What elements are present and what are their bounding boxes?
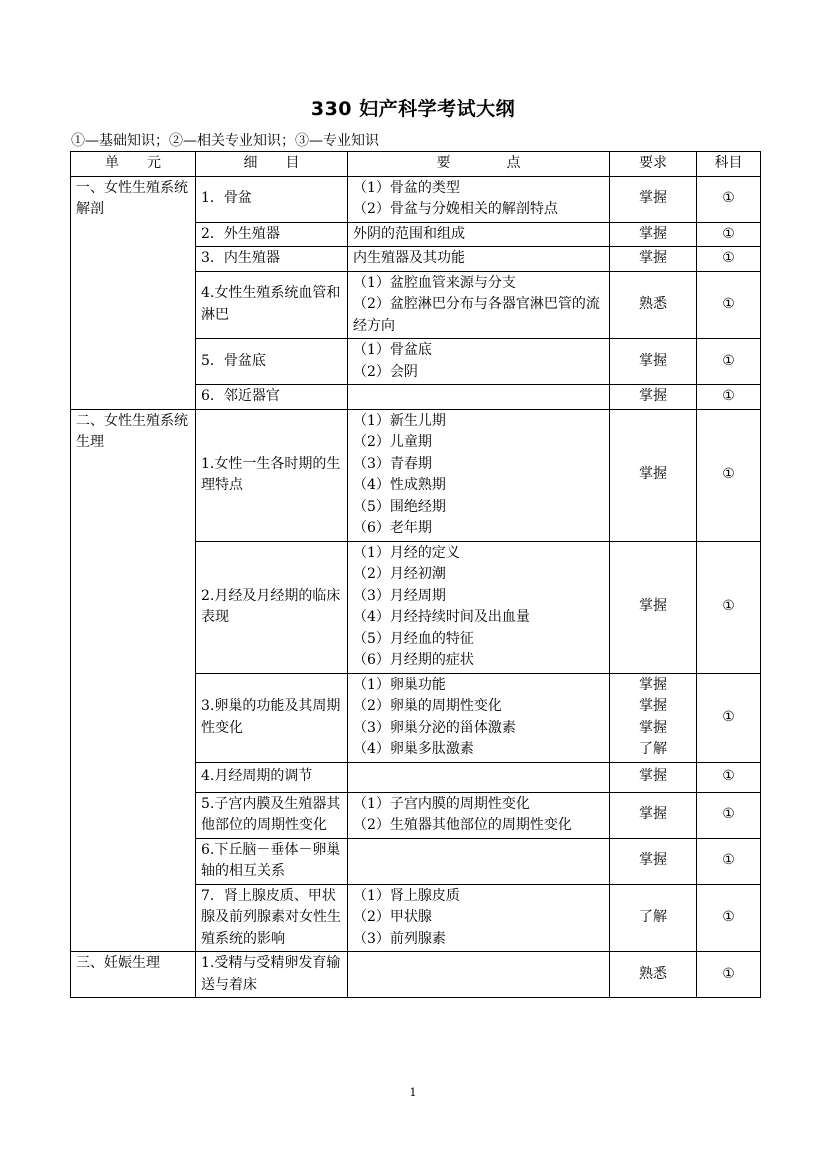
subject-cell: ① (697, 385, 761, 410)
page-number: 1 (409, 1086, 417, 1099)
points-cell (348, 409, 610, 541)
point-item: （4）月经持续时间及出血量 (353, 609, 530, 625)
point-item: （3）卵巢分泌的甾体激素 (353, 719, 516, 736)
unit-cell: 二、女性生殖系统生理 (71, 409, 196, 952)
point-item: （2）儿童期 (353, 434, 432, 450)
subject-cell: ① (697, 792, 761, 838)
point-item: （2）甲状腺 (353, 909, 432, 925)
subject-cell: ① (697, 222, 761, 247)
subject-cell: ① (697, 271, 761, 339)
point-item: 外阴的范围和组成 (353, 225, 465, 242)
subject-cell: ① (697, 884, 761, 952)
points-cell (348, 271, 610, 339)
points-cell (348, 339, 610, 385)
subject-legend: ①—基础知识；②—相关专业知识；③—专业知识 (71, 133, 379, 149)
point-item: （3）青春期 (353, 455, 432, 472)
requirement-item: 掌握 (639, 676, 667, 693)
page-title: 330 妇产科学考试大纲 (310, 98, 516, 120)
point-item: （1）月经的定义 (353, 544, 460, 561)
detail-cell: 1．骨盆 (196, 176, 348, 222)
points-cell (348, 541, 610, 673)
requirement-cell: 掌握 (610, 762, 697, 792)
header-requirement: 要求 (610, 152, 697, 177)
point-item: （2）会阴 (353, 363, 418, 380)
point-item: （6）月经期的症状 (353, 652, 474, 668)
detail-cell: 2.月经及月经期的临床表现 (196, 541, 348, 673)
point-item: （6）老年期 (353, 520, 432, 536)
requirement-cell: 掌握 (610, 792, 697, 838)
unit-cell: 一、女性生殖系统解剖 (71, 176, 196, 409)
requirement-cell: 了解 (610, 884, 697, 952)
point-item: （4）卵巢多肽激素 (353, 741, 474, 757)
detail-cell: 6.下丘脑－垂体－卵巢轴的相互关系 (196, 838, 348, 884)
point-item: （1）骨盆底 (353, 342, 432, 358)
subject-cell: ① (697, 762, 761, 792)
point-item: （1）新生儿期 (353, 412, 446, 429)
detail-cell: 1.女性一生各时期的生理特点 (196, 409, 348, 541)
point-item: （3）前列腺素 (353, 930, 446, 947)
requirement-cell: 掌握 (610, 222, 697, 247)
point-item: （2）月经初潮 (353, 566, 446, 582)
requirement-cell (610, 673, 697, 762)
point-item: （1）盆腔血管来源与分支 (353, 274, 516, 291)
requirement-cell: 掌握 (610, 541, 697, 673)
point-item: （1）子宫内膜的周期性变化 (353, 795, 530, 812)
points-cell (348, 762, 610, 792)
table-row (71, 952, 761, 998)
header-points: 要 点 (348, 152, 610, 177)
requirement-cell: 熟悉 (610, 271, 697, 339)
point-item: （2）骨盆与分娩相关的解剖特点 (353, 201, 558, 217)
points-cell (348, 838, 610, 884)
table-row (71, 409, 761, 541)
unit-cell: 三、妊娠生理 (71, 952, 196, 998)
requirement-cell: 掌握 (610, 838, 697, 884)
points-cell (348, 176, 610, 222)
point-item: （3）月经周期 (353, 587, 446, 604)
subject-cell: ① (697, 673, 761, 762)
points-cell (348, 247, 610, 272)
points-cell (348, 792, 610, 838)
detail-cell: 5.子宫内膜及生殖器其他部位的周期性变化 (196, 792, 348, 838)
detail-cell: 6．邻近器官 (196, 385, 348, 410)
syllabus-table (70, 151, 761, 998)
points-cell (348, 884, 610, 952)
requirement-cell: 掌握 (610, 385, 697, 410)
points-cell (348, 952, 610, 998)
detail-cell: 5．骨盆底 (196, 339, 348, 385)
point-item: （1）骨盆的类型 (353, 179, 460, 196)
point-item: （4）性成熟期 (353, 477, 446, 493)
requirement-cell: 掌握 (610, 247, 697, 272)
detail-cell: 3.卵巢的功能及其周期性变化 (196, 673, 348, 762)
requirement-cell: 掌握 (610, 409, 697, 541)
point-item: （5）月经血的特征 (353, 630, 474, 647)
table-row (71, 176, 761, 222)
subject-cell: ① (697, 952, 761, 998)
subject-cell: ① (697, 838, 761, 884)
detail-cell: 4.月经周期的调节 (196, 762, 348, 792)
header-row (71, 152, 761, 177)
point-item: （2）卵巢的周期性变化 (353, 698, 502, 714)
subject-cell: ① (697, 247, 761, 272)
point-item: （1）肾上腺皮质 (353, 887, 460, 904)
subject-cell: ① (697, 176, 761, 222)
point-item: （2）生殖器其他部位的周期性变化 (353, 817, 572, 833)
requirement-item: 掌握 (639, 698, 667, 714)
points-cell (348, 385, 610, 410)
requirement-cell: 掌握 (610, 176, 697, 222)
header-subject: 科目 (697, 152, 761, 177)
requirement-cell: 掌握 (610, 339, 697, 385)
detail-cell: 3．内生殖器 (196, 247, 348, 272)
point-item: （5）围绝经期 (353, 498, 446, 515)
points-cell (348, 222, 610, 247)
subject-cell: ① (697, 339, 761, 385)
point-item: （1）卵巢功能 (353, 676, 446, 693)
detail-cell: 1.受精与受精卵发育输送与着床 (196, 952, 348, 998)
header-detail: 细 目 (196, 152, 348, 177)
detail-cell: 7．肾上腺皮质、甲状腺及前列腺素对女性生殖系统的影响 (196, 884, 348, 952)
point-item: （2）盆腔淋巴分布与各器官淋巴管的流经方向 (353, 296, 600, 334)
requirement-item: 掌握 (639, 719, 667, 736)
point-item: 内生殖器及其功能 (353, 250, 465, 266)
requirement-cell: 熟悉 (610, 952, 697, 998)
header-unit: 单 元 (71, 152, 196, 177)
requirement-item: 了解 (639, 741, 667, 757)
subject-cell: ① (697, 409, 761, 541)
detail-cell: 2．外生殖器 (196, 222, 348, 247)
subject-cell: ① (697, 541, 761, 673)
points-cell (348, 673, 610, 762)
detail-cell: 4.女性生殖系统血管和淋巴 (196, 271, 348, 339)
